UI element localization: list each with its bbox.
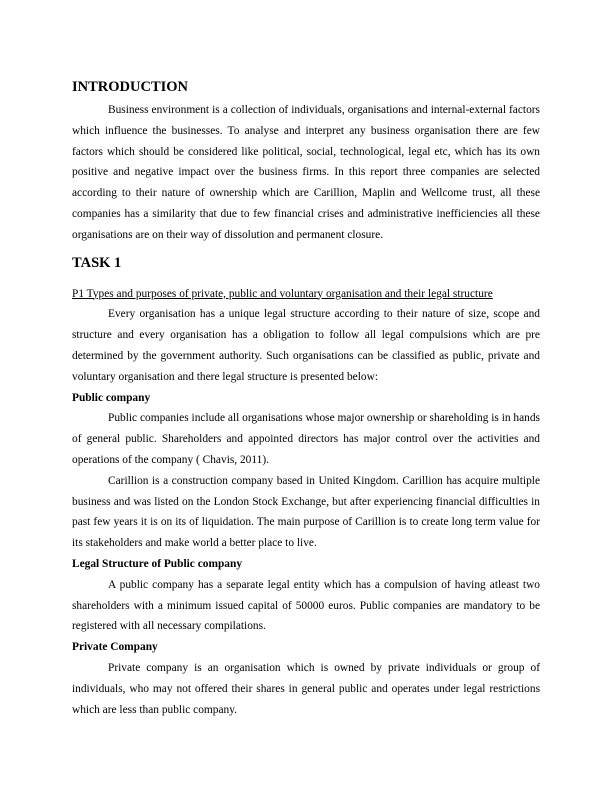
public-company-text: Public companies include all organisations whose major ownership or shareholding is in hands of general public. Shareholders and appointed directors has major control over the activities and operations of the company ( [72, 412, 540, 466]
legal-structure-heading: Legal Structure of Public company [72, 557, 243, 570]
task1-heading: TASK 1 [72, 254, 122, 271]
document-page [72, 78, 540, 720]
public-company-text-end: ). [262, 453, 269, 466]
intro-heading: INTRODUCTION [72, 79, 189, 95]
p1-title: P1 Types and purposes of private, public and voluntary organisation and their legal structure [72, 287, 493, 300]
legal-structure-paragraph: A public company has a separate legal entity which has a compulsion of having atleast two shareholders with a minimum issued capital of 50000 euros. Public companies are mandatory to be registered with all necessary compilations. [72, 578, 540, 633]
intro-paragraph: Business environment is a collection of individuals, organisations and internal-external factors which influence the businesses. To analyse and interpret any business organisation there are few factors which should be considered like political, social, technological, legal etc, which has its own positive and negative impact over the business firms. In this report three companies are selected according to their nature of ownership which are Carillion, Maplin and Wellcome trust, all these companies has a similarity that due to few financial crises and administrative inefficiencies all these organisations are on their way of dissolution and permanent closure. [72, 104, 540, 241]
p1-paragraph: Every organisation has a unique legal structure according to their nature of size, scope and structure and every organisation has a obligation to follow all legal compulsions which are pre determined by the government authority. Such organisations can be classified as public, private and voluntary organisation and there legal structure is presented below: [72, 308, 540, 383]
private-company-heading: Private Company [72, 641, 158, 654]
public-company-paragraph [72, 408, 540, 470]
carillion-paragraph: Carillion is a construction company based in United Kingdom. Carillion has acquire multiple business and was listed on the London Stock Exchange, but after experiencing financial difficulties in past few years it is on its of liquidation. The main purpose of Carillion is to create long term value for its stakeholders and make world a better place to live. [72, 474, 540, 550]
public-company-heading: Public company [72, 391, 151, 404]
citation: Chavis, 2011 [199, 453, 263, 466]
private-company-paragraph: Private company is an organisation which is owned by private individuals or group of individuals, who may not offered their shares in general public and operates under legal restrictions which are less than public company. [72, 661, 540, 716]
